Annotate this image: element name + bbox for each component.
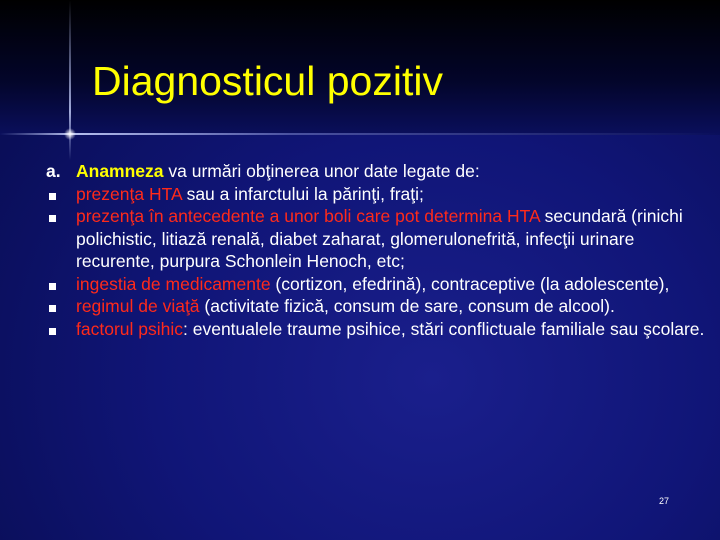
bullet-square-icon	[46, 273, 76, 296]
sparkle-decoration	[64, 128, 76, 140]
item-highlight: factorul psihic	[76, 318, 183, 339]
item-highlight: ingestia de medicamente	[76, 273, 271, 294]
item-highlight: prezenţa în antecedente a unor boli care pot determina HTA	[76, 206, 540, 226]
slide-title: Diagnosticul pozitiv	[92, 58, 443, 104]
list-item	[46, 318, 710, 341]
item-text: : eventualele traume psihice, stări conflictuale familiale sau şcolare.	[183, 318, 705, 339]
list-item	[46, 205, 710, 273]
list-marker-a: a.	[46, 161, 61, 181]
page-number: 27	[659, 496, 670, 506]
bullet-square-icon	[46, 318, 76, 341]
list-item	[46, 273, 710, 296]
list-item	[46, 183, 710, 206]
bullet-square-icon	[46, 295, 76, 318]
item-text: secundară (rinichi polichistic, litiază renală, diabet zaharat, glomerulonefrită, infecţii urinare recurente, purpura Schonlein Henoch, etc;	[76, 206, 683, 271]
item-highlight: regimul de viaţă	[76, 296, 200, 316]
item-text: (activitate fizică, consum de sare, consum de alcool).	[199, 296, 615, 316]
intro-text: va urmări obţinerea unor date legate de:	[163, 161, 480, 181]
item-text: (cortizon, efedrină), contraceptive (la adolescente),	[270, 273, 670, 294]
divider-horizontal	[0, 133, 720, 135]
intro-keyword: Anamneza	[76, 161, 164, 181]
bullet-square-icon	[46, 183, 76, 206]
item-highlight: prezenţa HTA	[76, 183, 182, 204]
bullet-square-icon	[46, 205, 76, 228]
intro-line	[46, 160, 710, 183]
list-item	[46, 295, 710, 318]
slide-body	[46, 160, 710, 340]
item-text: sau a infarctului la părinţi, fraţi;	[181, 183, 424, 204]
